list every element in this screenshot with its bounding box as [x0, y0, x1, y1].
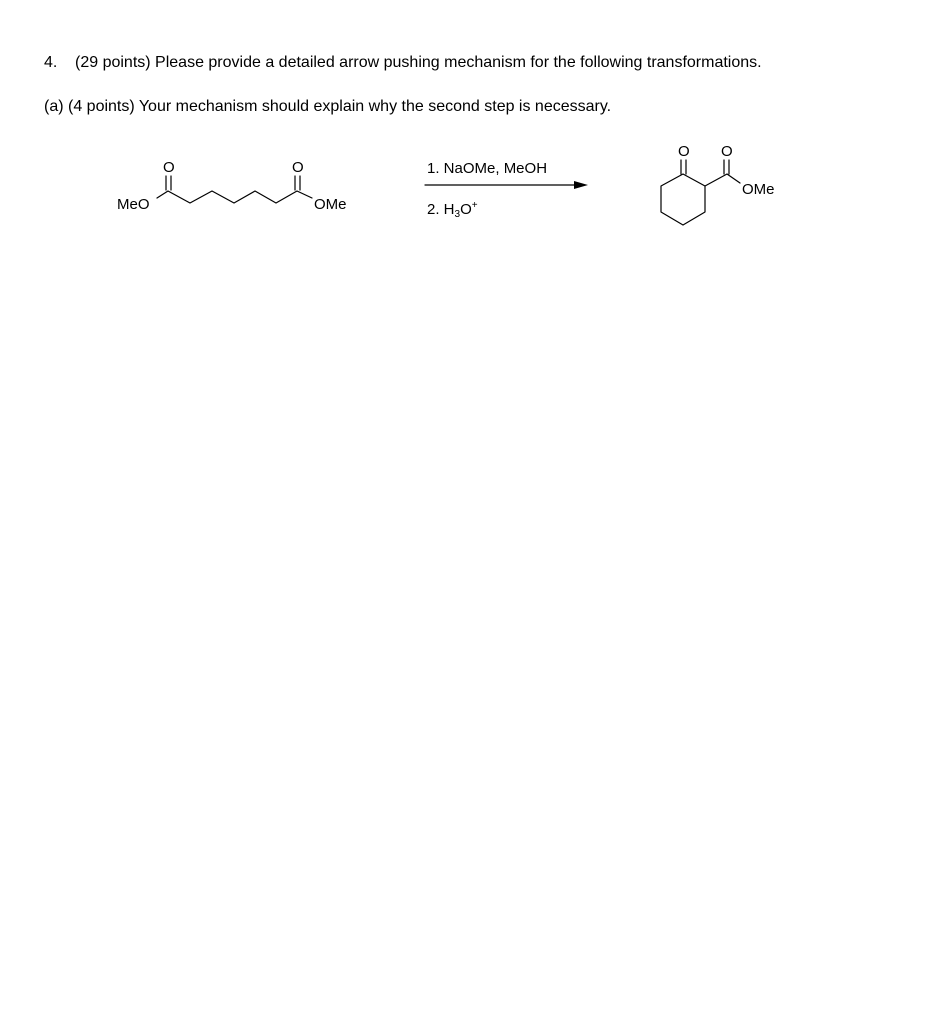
- reactant-meo-label: MeO: [117, 196, 150, 213]
- reaction-scheme: [0, 130, 926, 240]
- reaction-arrowhead: [574, 181, 588, 189]
- product-ring: [661, 174, 705, 225]
- product-ome-label: OMe: [742, 181, 775, 198]
- product-ester-o: O: [721, 143, 733, 160]
- reactant-chain: [157, 191, 312, 203]
- product-structure: [661, 143, 775, 225]
- question-number: 4.: [44, 54, 58, 71]
- reaction-conditions: [425, 160, 588, 220]
- reactant-carbonyl-o-left: O: [163, 159, 175, 176]
- reactant-carbonyl-o-right: O: [292, 159, 304, 176]
- condition-step-2: 2. $H_3O^+$: [427, 200, 478, 220]
- condition-step-1: 1. NaOMe, MeOH: [427, 160, 548, 177]
- reactant-ome-label: OMe: [314, 196, 347, 213]
- part-a-text: (a) (4 points) Your mechanism should explain why the second step is necessary.: [44, 98, 612, 115]
- reactant-structure: [117, 159, 347, 213]
- question-text: (29 points) Please provide a detailed arrow pushing mechanism for the following transformations.: [75, 54, 762, 71]
- product-ketone-o: O: [678, 143, 690, 160]
- question-heading: [44, 54, 762, 72]
